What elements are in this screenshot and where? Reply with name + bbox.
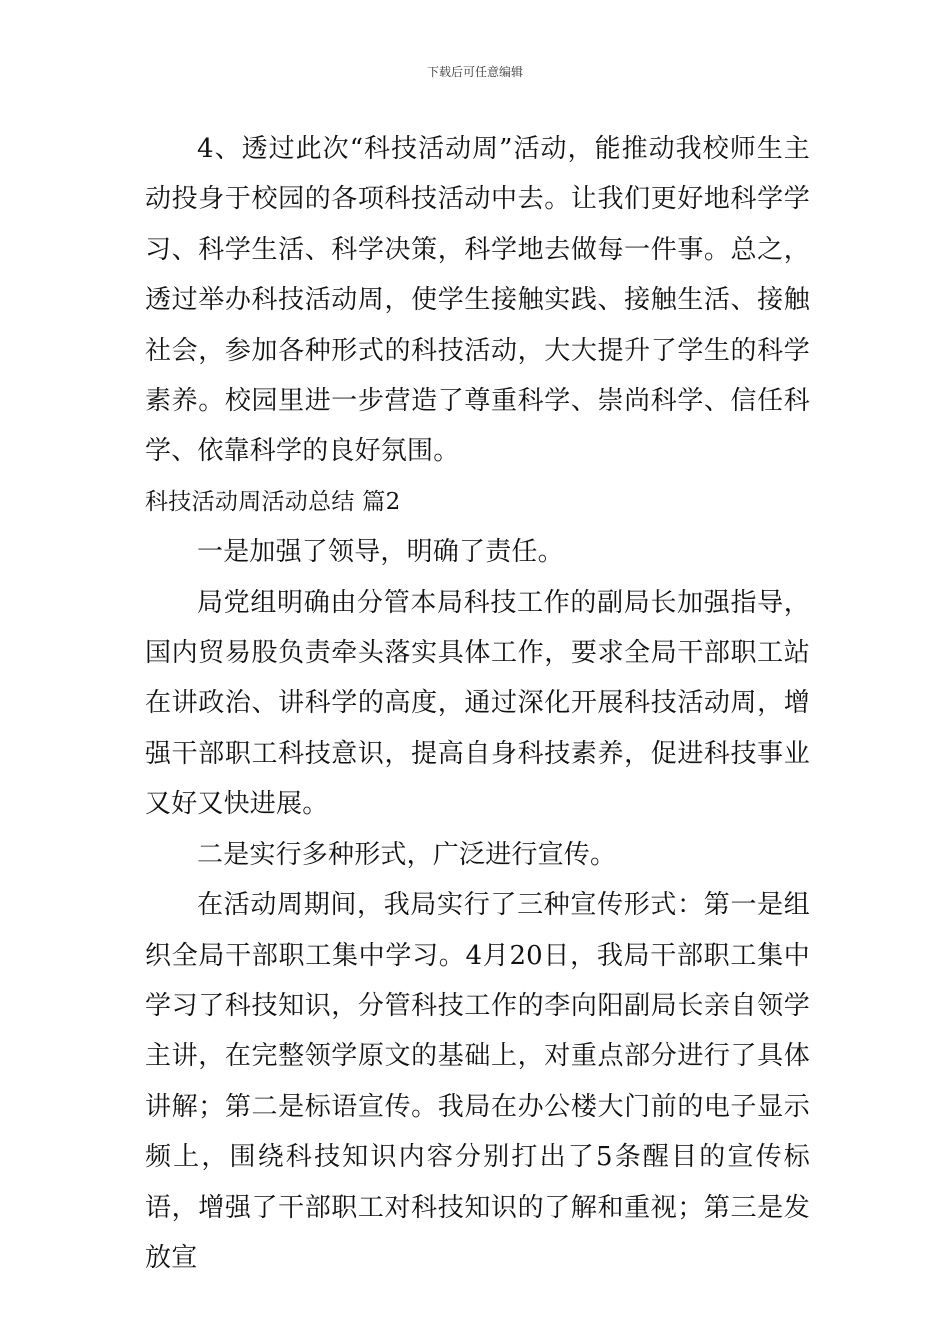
paragraph-point-two: 二是实行多种形式，广泛进行宣传。 bbox=[197, 839, 617, 870]
page-header-note: 下载后可任意编辑 bbox=[426, 65, 523, 79]
section-heading: 科技活动周活动总结 篇2 bbox=[145, 488, 401, 515]
paragraph-publicity: 在活动周期间，我局实行了三种宣传形式：第一是组织全局干部职工集中学习。4月20日，我局干部职工集中学习了科技知识，分管科技工作的李向阳副局长亲自领学主讲，在完整领学原文的基础上，对重点部分进行了具体讲解；第二是标语宣传。我局在办公楼大门前的电子显示频上，围绕科技知识内容分别打出了5条醒目的宣传标语，增强了干部职工对科技知识的了解和重视；第三是发放宣 bbox=[145, 890, 810, 1273]
paragraph-leadership: 局党组明确由分管本局科技工作的副局长加强指导，国内贸易股负责牵头落实具体工作，要求全局干部职工站在讲政治、讲科学的高度，通过深化开展科技活动周，增强干部职工科技意识，提高自身科技素养，促进科技事业又好又快进展。 bbox=[145, 587, 810, 820]
paragraph-activity-summary: 4、透过此次“科技活动周”活动，能推动我校师生主动投身于校园的各项科技活动中去。让我们更好地科学学习、科学生活、科学决策，科学地去做每一件事。总之，透过举办科技活动周，使学生接触实践、接触生活、接触社会，参加各种形式的科技活动，大大提升了学生的科学素养。校园里进一步营造了尊重科学、崇尚科学、信任科学、依靠科学的良好氛围。 bbox=[145, 134, 810, 467]
document-body bbox=[145, 124, 810, 1283]
paragraph-point-one: 一是加强了领导，明确了责任。 bbox=[197, 537, 564, 568]
